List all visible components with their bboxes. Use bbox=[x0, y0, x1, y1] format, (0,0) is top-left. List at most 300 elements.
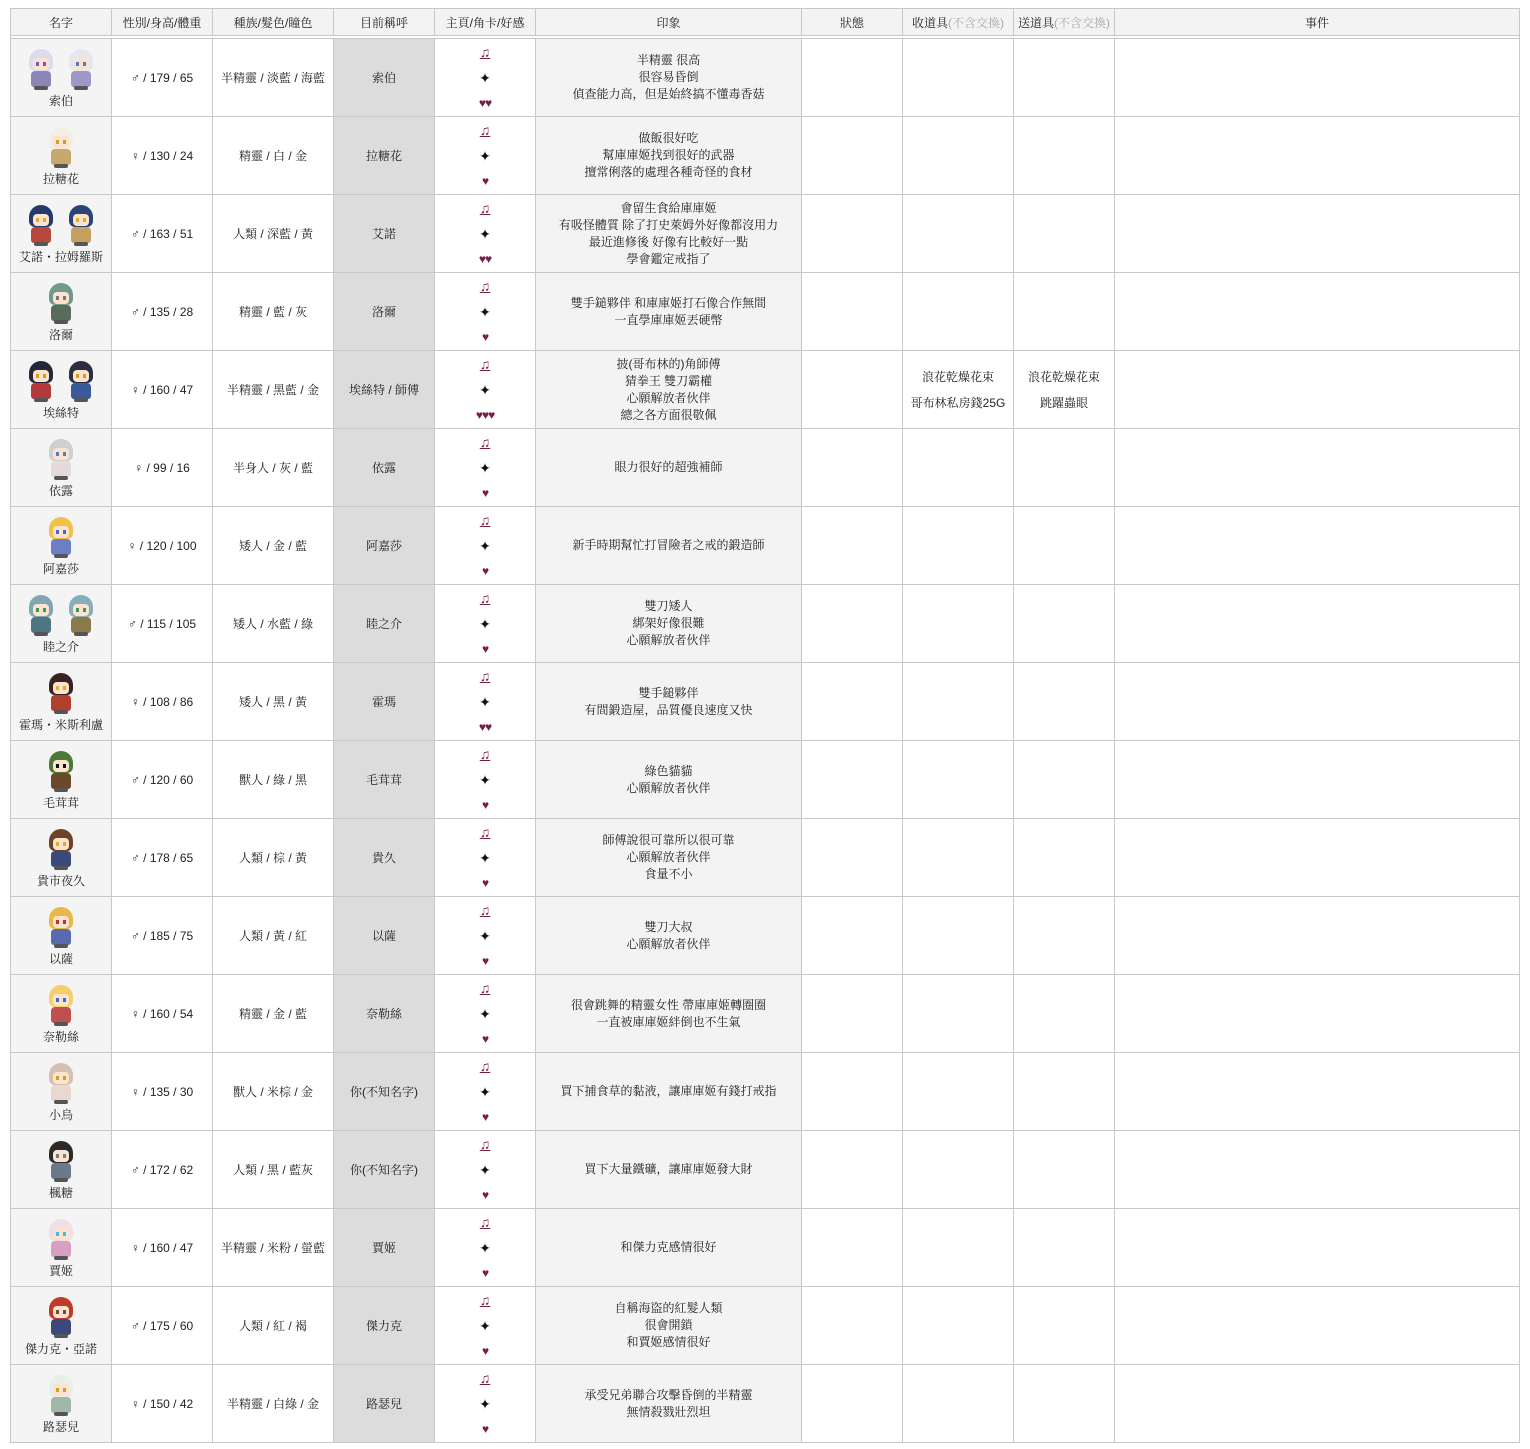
star-icon[interactable]: ✦ bbox=[479, 1084, 491, 1100]
race-cell[interactable]: 精靈 / 金 / 藍 bbox=[213, 975, 334, 1053]
race-cell[interactable]: 半身人 / 灰 / 藍 bbox=[213, 429, 334, 507]
avatar bbox=[44, 281, 78, 325]
stats-cell[interactable]: ♀ / 160 / 54 bbox=[112, 975, 213, 1053]
character-name: 睦之介 bbox=[42, 640, 79, 654]
avatar-group bbox=[11, 281, 111, 327]
race-cell[interactable]: 人類 / 棕 / 黃 bbox=[213, 819, 334, 897]
avatar-group bbox=[11, 1061, 111, 1107]
music-note-icon[interactable]: ♫ bbox=[479, 122, 491, 138]
call-cell[interactable]: 貴久 bbox=[334, 819, 435, 897]
call-cell[interactable]: 傑力克 bbox=[334, 1287, 435, 1365]
name-cell[interactable] bbox=[11, 429, 112, 507]
race-cell[interactable]: 精靈 / 藍 / 灰 bbox=[213, 273, 334, 351]
send-items-cell[interactable] bbox=[1014, 585, 1115, 663]
send-items-cell[interactable] bbox=[1014, 507, 1115, 585]
impression-cell[interactable]: 很會跳舞的精靈女性 帶庫庫姬轉圈圈 一直被庫庫姬絆倒也不生氣 bbox=[536, 975, 802, 1053]
status-cell[interactable] bbox=[802, 1209, 903, 1287]
events-cell[interactable] bbox=[1115, 39, 1520, 117]
character-name: 奈勒絲 bbox=[42, 1030, 79, 1044]
events-cell[interactable] bbox=[1115, 663, 1520, 741]
events-cell[interactable] bbox=[1115, 351, 1520, 429]
table-row bbox=[11, 1053, 1520, 1131]
table-row bbox=[11, 741, 1520, 819]
avatar-group bbox=[11, 593, 111, 639]
recv-items-cell[interactable] bbox=[903, 1287, 1014, 1365]
heart-icon: ♥ bbox=[481, 486, 489, 500]
heart-icon: ♥ bbox=[481, 1266, 489, 1280]
table-row bbox=[11, 351, 1520, 429]
stats-cell[interactable]: ♂ / 172 / 62 bbox=[112, 1131, 213, 1209]
stats-cell[interactable]: ♂ / 185 / 75 bbox=[112, 897, 213, 975]
music-note-icon[interactable]: ♫ bbox=[479, 590, 491, 606]
events-cell[interactable] bbox=[1115, 1365, 1520, 1443]
events-cell[interactable] bbox=[1115, 1131, 1520, 1209]
star-icon[interactable]: ✦ bbox=[479, 226, 491, 242]
name-cell[interactable] bbox=[11, 117, 112, 195]
music-note-icon[interactable]: ♫ bbox=[479, 278, 491, 294]
name-cell[interactable] bbox=[11, 663, 112, 741]
icons-cell[interactable] bbox=[435, 195, 536, 273]
stats-cell[interactable]: ♀ / 120 / 100 bbox=[112, 507, 213, 585]
header-status[interactable]: 狀態 bbox=[802, 9, 903, 36]
header-race[interactable]: 種族/髮色/瞳色 bbox=[213, 9, 334, 36]
stats-cell[interactable]: ♂ / 163 / 51 bbox=[112, 195, 213, 273]
avatar-group bbox=[11, 983, 111, 1029]
impression-cell[interactable]: 新手時期幫忙打冒險者之戒的鍛造師 bbox=[536, 507, 802, 585]
recv-items-cell[interactable] bbox=[903, 273, 1014, 351]
avatar-group bbox=[11, 1217, 111, 1263]
icons-cell[interactable] bbox=[435, 351, 536, 429]
name-cell[interactable] bbox=[11, 975, 112, 1053]
recv-items-cell[interactable]: 浪花乾燥花束 哥布林私房錢25G bbox=[903, 351, 1014, 429]
character-name: 艾諾・拉姆羅斯 bbox=[18, 250, 103, 264]
send-items-cell[interactable]: 浪花乾燥花束 跳躍蟲眼 bbox=[1014, 351, 1115, 429]
events-cell[interactable] bbox=[1115, 1053, 1520, 1131]
impression-cell[interactable]: 披(哥布林的)角師傅 猜拳王 雙刀霸權 心願解放者伙伴 總之各方面很敬佩 bbox=[536, 351, 802, 429]
name-cell[interactable] bbox=[11, 273, 112, 351]
send-items-cell[interactable] bbox=[1014, 273, 1115, 351]
call-cell[interactable]: 阿嘉莎 bbox=[334, 507, 435, 585]
send-items-cell[interactable] bbox=[1014, 741, 1115, 819]
recv-items-cell[interactable] bbox=[903, 741, 1014, 819]
name-cell[interactable] bbox=[11, 741, 112, 819]
race-cell[interactable]: 人類 / 紅 / 褐 bbox=[213, 1287, 334, 1365]
impression-cell[interactable]: 自稱海盜的紅髮人類 很會開鎖 和賈姬感情很好 bbox=[536, 1287, 802, 1365]
race-cell[interactable]: 人類 / 黑 / 藍灰 bbox=[213, 1131, 334, 1209]
heart-icon: ♥♥ bbox=[478, 720, 492, 734]
call-cell[interactable]: 睦之介 bbox=[334, 585, 435, 663]
star-icon[interactable]: ✦ bbox=[479, 382, 491, 398]
music-note-icon[interactable]: ♫ bbox=[479, 200, 491, 216]
status-cell[interactable] bbox=[802, 819, 903, 897]
race-cell[interactable]: 半精靈 / 黑藍 / 金 bbox=[213, 351, 334, 429]
avatar-group bbox=[11, 1373, 111, 1419]
table-row bbox=[11, 117, 1520, 195]
star-icon[interactable]: ✦ bbox=[479, 460, 491, 476]
table-row bbox=[11, 663, 1520, 741]
send-items-cell[interactable] bbox=[1014, 429, 1115, 507]
call-cell[interactable]: 賈姬 bbox=[334, 1209, 435, 1287]
name-cell[interactable] bbox=[11, 39, 112, 117]
character-name: 楓糖 bbox=[48, 1186, 73, 1200]
heart-icon: ♥ bbox=[481, 174, 489, 188]
star-icon[interactable]: ✦ bbox=[479, 1396, 491, 1412]
recv-items-cell[interactable] bbox=[903, 819, 1014, 897]
star-icon[interactable]: ✦ bbox=[479, 1162, 491, 1178]
name-cell[interactable] bbox=[11, 1053, 112, 1131]
recv-items-cell[interactable] bbox=[903, 507, 1014, 585]
events-cell[interactable] bbox=[1115, 819, 1520, 897]
avatar bbox=[44, 1217, 78, 1261]
star-icon[interactable]: ✦ bbox=[479, 1240, 491, 1256]
recv-items-cell[interactable] bbox=[903, 1365, 1014, 1443]
header-send-label: 送道具 bbox=[1017, 15, 1054, 30]
impression-cell[interactable]: 雙手鎚夥伴 和庫庫姬打石像合作無間 一直學庫庫姬丟硬幣 bbox=[536, 273, 802, 351]
stats-cell[interactable]: ♀ / 160 / 47 bbox=[112, 351, 213, 429]
avatar-group bbox=[11, 125, 111, 171]
status-cell[interactable] bbox=[802, 429, 903, 507]
status-cell[interactable] bbox=[802, 1287, 903, 1365]
name-cell[interactable] bbox=[11, 195, 112, 273]
send-items-cell[interactable] bbox=[1014, 39, 1115, 117]
name-cell[interactable] bbox=[11, 1365, 112, 1443]
events-cell[interactable] bbox=[1115, 897, 1520, 975]
star-icon[interactable]: ✦ bbox=[479, 148, 491, 164]
events-cell[interactable] bbox=[1115, 975, 1520, 1053]
header-impression[interactable]: 印象 bbox=[536, 9, 802, 36]
star-icon[interactable]: ✦ bbox=[479, 304, 491, 320]
call-cell[interactable]: 洛爾 bbox=[334, 273, 435, 351]
music-note-icon[interactable]: ♫ bbox=[479, 1214, 491, 1230]
impression-cell[interactable]: 綠色貓貓 心願解放者伙伴 bbox=[536, 741, 802, 819]
table-row bbox=[11, 429, 1520, 507]
music-note-icon[interactable]: ♫ bbox=[479, 1292, 491, 1308]
header-recv[interactable] bbox=[903, 9, 1014, 36]
header-events[interactable]: 事件 bbox=[1115, 9, 1520, 36]
race-cell[interactable]: 半精靈 / 白綠 / 金 bbox=[213, 1365, 334, 1443]
status-cell[interactable] bbox=[802, 273, 903, 351]
stats-cell[interactable]: ♀ / 130 / 24 bbox=[112, 117, 213, 195]
icons-cell[interactable] bbox=[435, 507, 536, 585]
status-cell[interactable] bbox=[802, 1365, 903, 1443]
header-call[interactable]: 目前稱呼 bbox=[334, 9, 435, 36]
stats-cell[interactable]: ♂ / 178 / 65 bbox=[112, 819, 213, 897]
character-name: 以薩 bbox=[48, 952, 73, 966]
avatar bbox=[64, 593, 98, 637]
icons-cell[interactable] bbox=[435, 819, 536, 897]
status-cell[interactable] bbox=[802, 507, 903, 585]
recv-items-cell[interactable] bbox=[903, 1209, 1014, 1287]
impression-cell[interactable]: 和傑力克感情很好 bbox=[536, 1209, 802, 1287]
status-cell[interactable] bbox=[802, 1131, 903, 1209]
character-name: 索伯 bbox=[48, 94, 73, 108]
header-recv-label: 收道具 bbox=[911, 15, 948, 30]
heart-icon: ♥♥ bbox=[478, 252, 492, 266]
status-cell[interactable] bbox=[802, 585, 903, 663]
star-icon[interactable]: ✦ bbox=[479, 772, 491, 788]
stats-cell[interactable]: ♂ / 175 / 60 bbox=[112, 1287, 213, 1365]
events-cell[interactable] bbox=[1115, 429, 1520, 507]
status-cell[interactable] bbox=[802, 1053, 903, 1131]
avatar bbox=[44, 1139, 78, 1183]
character-name: 拉糖花 bbox=[42, 172, 79, 186]
character-name: 埃絲特 bbox=[42, 406, 79, 420]
heart-icon: ♥ bbox=[481, 954, 489, 968]
table-body bbox=[11, 39, 1520, 1443]
call-cell[interactable]: 索伯 bbox=[334, 39, 435, 117]
call-cell[interactable]: 奈勒絲 bbox=[334, 975, 435, 1053]
send-items-cell[interactable] bbox=[1014, 663, 1115, 741]
send-items-cell[interactable] bbox=[1014, 1287, 1115, 1365]
avatar-group bbox=[11, 1295, 111, 1341]
status-cell[interactable] bbox=[802, 975, 903, 1053]
avatar bbox=[64, 47, 98, 91]
character-name: 洛爾 bbox=[48, 328, 73, 342]
stats-cell[interactable]: ♀ / 150 / 42 bbox=[112, 1365, 213, 1443]
stats-cell[interactable]: ♂ / 135 / 28 bbox=[112, 273, 213, 351]
avatar bbox=[44, 1373, 78, 1417]
status-cell[interactable] bbox=[802, 351, 903, 429]
music-note-icon[interactable]: ♫ bbox=[479, 824, 491, 840]
heart-icon: ♥ bbox=[481, 798, 489, 812]
recv-items-cell[interactable] bbox=[903, 975, 1014, 1053]
impression-cell[interactable]: 買下大量鐵礦，讓庫庫姬發大財 bbox=[536, 1131, 802, 1209]
events-cell[interactable] bbox=[1115, 1287, 1520, 1365]
race-cell[interactable]: 半精靈 / 淡藍 / 海藍 bbox=[213, 39, 334, 117]
music-note-icon[interactable]: ♫ bbox=[479, 356, 491, 372]
events-cell[interactable] bbox=[1115, 273, 1520, 351]
impression-cell[interactable]: 承受兄弟聯合攻擊昏倒的半精靈 無情殺戮壯烈坦 bbox=[536, 1365, 802, 1443]
table-row bbox=[11, 273, 1520, 351]
character-name: 阿嘉莎 bbox=[42, 562, 79, 576]
status-cell[interactable] bbox=[802, 897, 903, 975]
impression-cell[interactable]: 做飯很好吃 幫庫庫姬找到很好的武器 擅常俐落的處理各種奇怪的食材 bbox=[536, 117, 802, 195]
music-note-icon[interactable]: ♫ bbox=[479, 668, 491, 684]
table-row bbox=[11, 1209, 1520, 1287]
events-cell[interactable] bbox=[1115, 585, 1520, 663]
stats-cell[interactable]: ♂ / 179 / 65 bbox=[112, 39, 213, 117]
events-cell[interactable] bbox=[1115, 195, 1520, 273]
events-cell[interactable] bbox=[1115, 117, 1520, 195]
heart-icon: ♥♥♥ bbox=[475, 408, 495, 422]
recv-items-cell[interactable] bbox=[903, 585, 1014, 663]
events-cell[interactable] bbox=[1115, 507, 1520, 585]
stats-cell[interactable]: ♀ / 108 / 86 bbox=[112, 663, 213, 741]
table-row bbox=[11, 975, 1520, 1053]
icons-cell[interactable] bbox=[435, 897, 536, 975]
avatar bbox=[24, 47, 58, 91]
music-note-icon[interactable]: ♫ bbox=[479, 44, 491, 60]
star-icon[interactable]: ✦ bbox=[479, 850, 491, 866]
character-name: 路瑟兒 bbox=[42, 1420, 79, 1434]
character-name: 依露 bbox=[48, 484, 73, 498]
send-items-cell[interactable] bbox=[1014, 1365, 1115, 1443]
table-row bbox=[11, 819, 1520, 897]
icons-cell[interactable] bbox=[435, 429, 536, 507]
race-cell[interactable]: 精靈 / 白 / 金 bbox=[213, 117, 334, 195]
call-cell[interactable]: 毛茸茸 bbox=[334, 741, 435, 819]
music-note-icon[interactable]: ♫ bbox=[479, 902, 491, 918]
table-row bbox=[11, 195, 1520, 273]
status-cell[interactable] bbox=[802, 117, 903, 195]
call-cell[interactable]: 你(不知名字) bbox=[334, 1131, 435, 1209]
impression-cell[interactable]: 會留生食給庫庫姬 有吸怪體質 除了打史萊姆外好像都沒用力 最近進修後 好像有比較好一點 學會鑑定戒指了 bbox=[536, 195, 802, 273]
send-items-cell[interactable] bbox=[1014, 1053, 1115, 1131]
call-cell[interactable]: 以薩 bbox=[334, 897, 435, 975]
recv-items-cell[interactable] bbox=[903, 39, 1014, 117]
music-note-icon[interactable]: ♫ bbox=[479, 1136, 491, 1152]
race-cell[interactable]: 人類 / 黃 / 紅 bbox=[213, 897, 334, 975]
send-items-cell[interactable] bbox=[1014, 1131, 1115, 1209]
name-cell[interactable] bbox=[11, 585, 112, 663]
name-cell[interactable] bbox=[11, 507, 112, 585]
header-icons[interactable]: 主頁/角卡/好感 bbox=[435, 9, 536, 36]
recv-items-cell[interactable] bbox=[903, 195, 1014, 273]
avatar bbox=[24, 593, 58, 637]
avatar-group bbox=[11, 515, 111, 561]
name-cell[interactable] bbox=[11, 1131, 112, 1209]
recv-items-cell[interactable] bbox=[903, 1131, 1014, 1209]
avatar-group bbox=[11, 359, 111, 405]
avatar-group bbox=[11, 827, 111, 873]
character-name: 霍瑪・米斯利盧 bbox=[18, 718, 103, 732]
icons-cell[interactable] bbox=[435, 1287, 536, 1365]
star-icon[interactable]: ✦ bbox=[479, 538, 491, 554]
race-cell[interactable]: 矮人 / 水藍 / 綠 bbox=[213, 585, 334, 663]
icons-cell[interactable] bbox=[435, 741, 536, 819]
icons-cell[interactable] bbox=[435, 273, 536, 351]
race-cell[interactable]: 獸人 / 米棕 / 金 bbox=[213, 1053, 334, 1131]
character-table bbox=[10, 8, 1520, 1443]
character-name: 毛茸茸 bbox=[42, 796, 79, 810]
header-name[interactable]: 名字 bbox=[11, 9, 112, 36]
name-cell[interactable] bbox=[11, 897, 112, 975]
header-send[interactable] bbox=[1014, 9, 1115, 36]
star-icon[interactable]: ✦ bbox=[479, 70, 491, 86]
call-cell[interactable]: 路瑟兒 bbox=[334, 1365, 435, 1443]
icons-cell[interactable] bbox=[435, 1365, 536, 1443]
icons-cell[interactable] bbox=[435, 975, 536, 1053]
name-cell[interactable] bbox=[11, 1287, 112, 1365]
recv-items-cell[interactable] bbox=[903, 429, 1014, 507]
music-note-icon[interactable]: ♫ bbox=[479, 1370, 491, 1386]
character-name: 貴市夜久 bbox=[36, 874, 85, 888]
send-items-cell[interactable] bbox=[1014, 897, 1115, 975]
status-cell[interactable] bbox=[802, 39, 903, 117]
stats-cell[interactable]: ♀ / 135 / 30 bbox=[112, 1053, 213, 1131]
table-row bbox=[11, 897, 1520, 975]
stats-cell[interactable]: ♂ / 115 / 105 bbox=[112, 585, 213, 663]
spreadsheet bbox=[10, 8, 1520, 1443]
recv-items-cell[interactable] bbox=[903, 897, 1014, 975]
music-note-icon[interactable]: ♫ bbox=[479, 1058, 491, 1074]
stats-cell[interactable]: ♀ / 160 / 47 bbox=[112, 1209, 213, 1287]
table-row bbox=[11, 585, 1520, 663]
events-cell[interactable] bbox=[1115, 1209, 1520, 1287]
race-cell[interactable]: 獸人 / 綠 / 黑 bbox=[213, 741, 334, 819]
heart-icon: ♥ bbox=[481, 1422, 489, 1436]
music-note-icon[interactable]: ♫ bbox=[479, 434, 491, 450]
status-cell[interactable] bbox=[802, 195, 903, 273]
heart-icon: ♥ bbox=[481, 1110, 489, 1124]
avatar-group bbox=[11, 437, 111, 483]
table-row bbox=[11, 1287, 1520, 1365]
impression-cell[interactable]: 雙刀大叔 心願解放者伙伴 bbox=[536, 897, 802, 975]
name-cell[interactable] bbox=[11, 1209, 112, 1287]
character-name: 賈姬 bbox=[48, 1264, 73, 1278]
recv-items-cell[interactable] bbox=[903, 1053, 1014, 1131]
icons-cell[interactable] bbox=[435, 663, 536, 741]
race-cell[interactable]: 矮人 / 黑 / 黃 bbox=[213, 663, 334, 741]
send-items-cell[interactable] bbox=[1014, 1209, 1115, 1287]
music-note-icon[interactable]: ♫ bbox=[479, 980, 491, 996]
star-icon[interactable]: ✦ bbox=[479, 616, 491, 632]
status-cell[interactable] bbox=[802, 741, 903, 819]
impression-cell[interactable]: 買下捕食草的黏液，讓庫庫姬有錢打戒指 bbox=[536, 1053, 802, 1131]
impression-cell[interactable]: 雙手鎚夥伴 有間鍛造屋，品質優良速度又快 bbox=[536, 663, 802, 741]
race-cell[interactable]: 矮人 / 金 / 藍 bbox=[213, 507, 334, 585]
avatar-group bbox=[11, 905, 111, 951]
music-note-icon[interactable]: ♫ bbox=[479, 512, 491, 528]
impression-cell[interactable]: 半精靈 很高 很容易昏倒 偵查能力高，但是始終搞不懂毒香菇 bbox=[536, 39, 802, 117]
send-items-cell[interactable] bbox=[1014, 819, 1115, 897]
avatar bbox=[44, 905, 78, 949]
call-cell[interactable]: 艾諾 bbox=[334, 195, 435, 273]
header-stats[interactable]: 性別/身高/體重 bbox=[112, 9, 213, 36]
star-icon[interactable]: ✦ bbox=[479, 1318, 491, 1334]
music-note-icon[interactable]: ♫ bbox=[479, 746, 491, 762]
icons-cell[interactable] bbox=[435, 39, 536, 117]
icons-cell[interactable] bbox=[435, 1131, 536, 1209]
icons-cell[interactable] bbox=[435, 1209, 536, 1287]
avatar-group bbox=[11, 671, 111, 717]
send-items-cell[interactable] bbox=[1014, 195, 1115, 273]
call-cell[interactable]: 拉糖花 bbox=[334, 117, 435, 195]
icons-cell[interactable] bbox=[435, 117, 536, 195]
heart-icon: ♥ bbox=[481, 1188, 489, 1202]
name-cell[interactable] bbox=[11, 819, 112, 897]
stats-cell[interactable]: ♀ / 99 / 16 bbox=[112, 429, 213, 507]
star-icon[interactable]: ✦ bbox=[479, 1006, 491, 1022]
icons-cell[interactable] bbox=[435, 1053, 536, 1131]
impression-cell[interactable]: 雙刀矮人 綁架好像很難 心願解放者伙伴 bbox=[536, 585, 802, 663]
recv-items-cell[interactable] bbox=[903, 663, 1014, 741]
avatar bbox=[44, 1061, 78, 1105]
header-recv-note: (不含交換) bbox=[948, 15, 1004, 30]
star-icon[interactable]: ✦ bbox=[479, 694, 491, 710]
star-icon[interactable]: ✦ bbox=[479, 928, 491, 944]
name-cell[interactable] bbox=[11, 351, 112, 429]
status-cell[interactable] bbox=[802, 663, 903, 741]
send-items-cell[interactable] bbox=[1014, 117, 1115, 195]
race-cell[interactable]: 人類 / 深藍 / 黃 bbox=[213, 195, 334, 273]
heart-icon: ♥ bbox=[481, 330, 489, 344]
impression-cell[interactable]: 師傅說很可靠所以很可靠 心願解放者伙伴 食量不小 bbox=[536, 819, 802, 897]
heart-icon: ♥ bbox=[481, 564, 489, 578]
recv-items-cell[interactable] bbox=[903, 117, 1014, 195]
avatar bbox=[44, 515, 78, 559]
call-cell[interactable]: 你(不知名字) bbox=[334, 1053, 435, 1131]
events-cell[interactable] bbox=[1115, 741, 1520, 819]
send-items-cell[interactable] bbox=[1014, 975, 1115, 1053]
icons-cell[interactable] bbox=[435, 585, 536, 663]
race-cell[interactable]: 半精靈 / 米粉 / 螢藍 bbox=[213, 1209, 334, 1287]
call-cell[interactable]: 霍瑪 bbox=[334, 663, 435, 741]
impression-cell[interactable]: 眼力很好的超強補師 bbox=[536, 429, 802, 507]
call-cell[interactable]: 依露 bbox=[334, 429, 435, 507]
stats-cell[interactable]: ♂ / 120 / 60 bbox=[112, 741, 213, 819]
call-cell[interactable]: 埃絲特 / 師傅 bbox=[334, 351, 435, 429]
